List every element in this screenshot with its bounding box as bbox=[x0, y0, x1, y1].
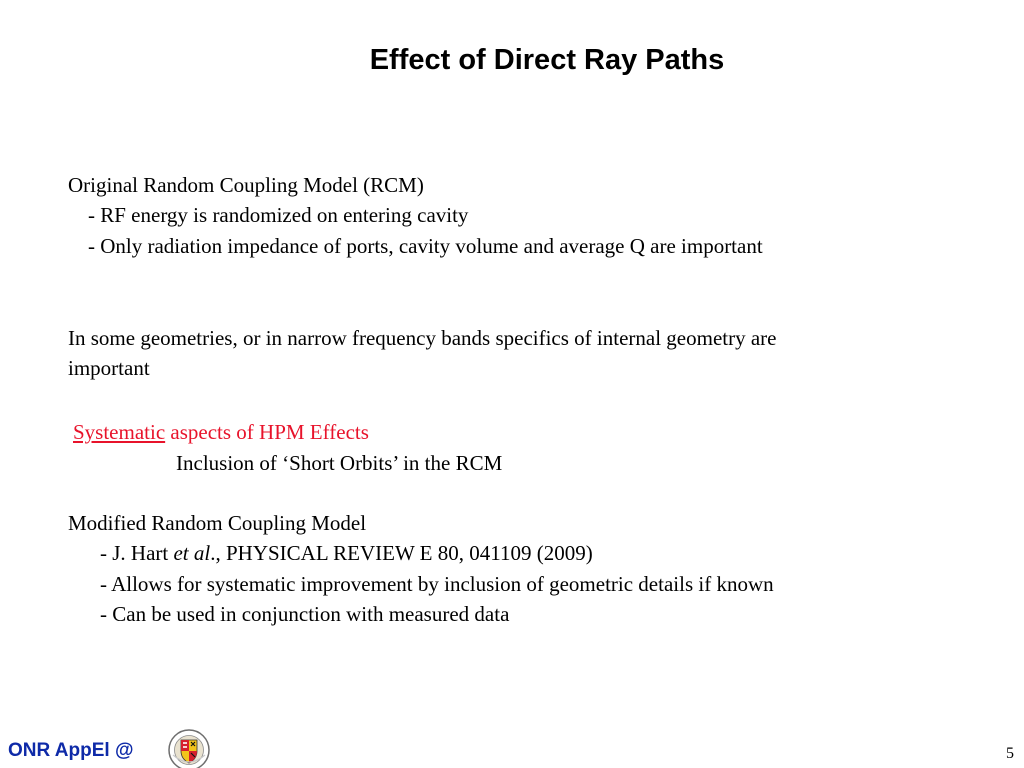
modified-rcm-bullet-measured: - Can be used in conjunction with measured data bbox=[100, 602, 510, 626]
rcm-bullet-impedance: - Only radiation impedance of ports, cavity volume and average Q are important bbox=[88, 234, 763, 258]
reference-et-al: et al bbox=[173, 541, 211, 565]
short-orbits-line: Inclusion of ‘Short Orbits’ in the RCM bbox=[176, 451, 503, 475]
page-number: 5 bbox=[1006, 745, 1014, 762]
university-of-maryland-seal-icon bbox=[168, 729, 210, 768]
geometry-text-line-2: important bbox=[68, 356, 150, 380]
reference-citation: ., PHYSICAL REVIEW E 80, 041109 (2009) bbox=[210, 541, 593, 565]
modified-rcm-reference bbox=[100, 540, 593, 566]
systematic-heading bbox=[73, 419, 369, 445]
geometry-text-line-1: In some geometries, or in narrow frequency bands specifics of internal geometry are bbox=[68, 326, 777, 350]
modified-rcm-bullet-improvement: - Allows for systematic improvement by inclusion of geometric details if known bbox=[100, 572, 774, 596]
footer-brand: ONR AppEl @ bbox=[8, 740, 134, 761]
systematic-rest: aspects of HPM Effects bbox=[165, 420, 369, 444]
modified-rcm-heading: Modified Random Coupling Model bbox=[68, 511, 367, 535]
systematic-word: Systematic bbox=[73, 420, 166, 444]
rcm-bullet-randomized: - RF energy is randomized on entering cavity bbox=[88, 203, 469, 227]
slide-title: Effect of Direct Ray Paths bbox=[369, 44, 725, 76]
rcm-heading: Original Random Coupling Model (RCM) bbox=[68, 173, 424, 197]
reference-author: - J. Hart bbox=[100, 541, 174, 565]
